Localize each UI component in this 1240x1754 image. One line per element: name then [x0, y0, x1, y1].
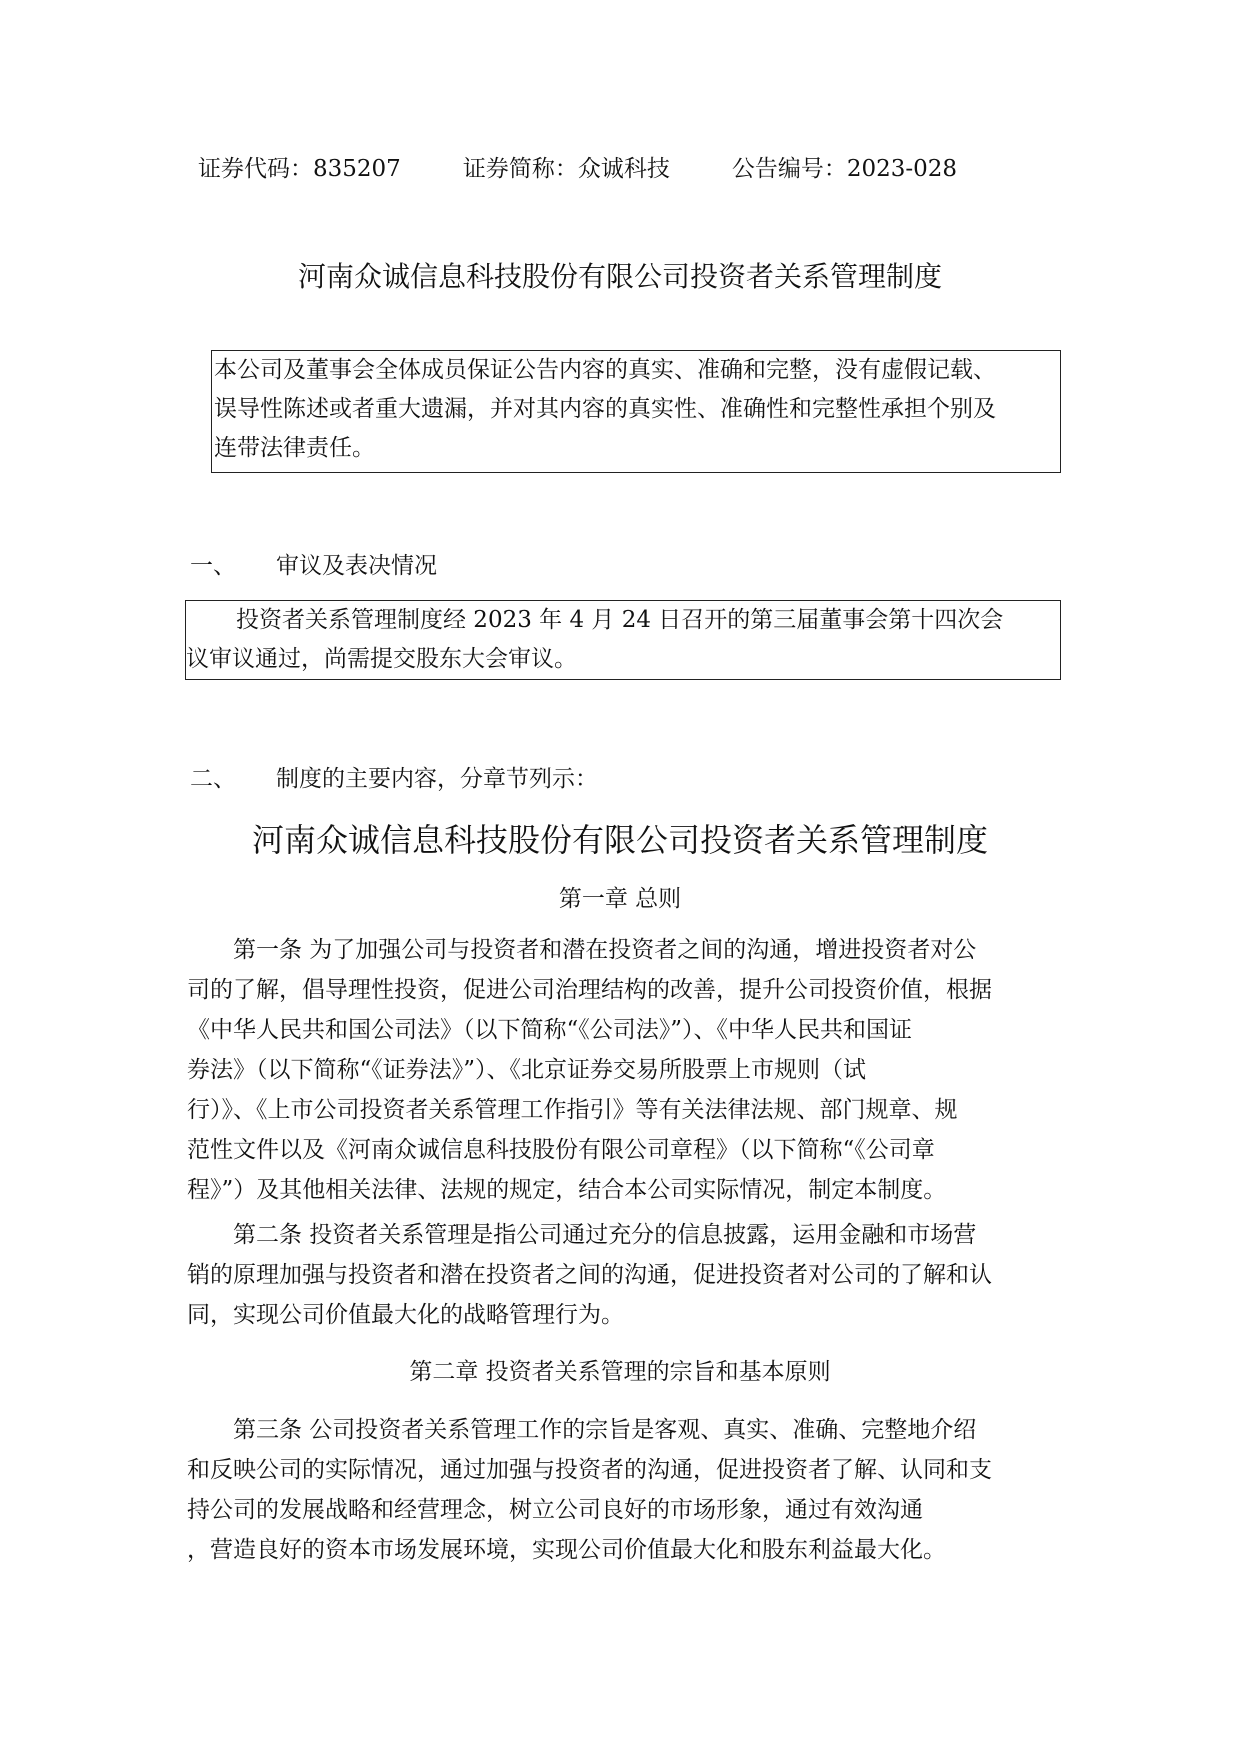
disclaimer-line: 误导性陈述或者重大遗漏，并对其内容的真实性、准确性和完整性承担个别及 — [214, 396, 996, 422]
article-1-line: 司的了解，倡导理性投资，促进公司治理结构的改善，提升公司投资价值，根据 — [187, 977, 992, 1003]
review-line: 议审议通过，尚需提交股东大会审议。 — [186, 646, 577, 672]
review-line: 投资者关系管理制度经 2023 年 4 月 24 日召开的第三届董事会第十四次会 — [236, 607, 1004, 633]
article-3-line: ，营造良好的资本市场发展环境，实现公司价值最大化和股东利益最大化。 — [187, 1537, 946, 1563]
article-2-line: 第二条 投资者关系管理是指公司通过充分的信息披露，运用金融和市场营 — [187, 1222, 977, 1248]
section-1-heading — [190, 547, 437, 580]
article-3-line: 持公司的发展战略和经营理念，树立公司良好的市场形象，通过有效沟通 — [187, 1497, 923, 1523]
security-code: 证券代码：835207 — [198, 156, 401, 182]
article-2-line: 销的原理加强与投资者和潜在投资者之间的沟通，促进投资者对公司的了解和认 — [187, 1262, 992, 1288]
chapter-2-heading: 第二章 投资者关系管理的宗旨和基本原则 — [409, 1359, 831, 1385]
article-1-line: 范性文件以及《河南众诚信息科技股份有限公司章程》（以下简称“《公司章 — [187, 1137, 935, 1163]
article-1-line: 《中华人民共和国公司法》（以下简称“《公司法》”）、《中华人民共和国证 — [187, 1017, 913, 1043]
review-result-box — [185, 600, 1061, 680]
section-number: 一、 — [190, 553, 236, 579]
security-short-name: 证券简称：众诚科技 — [462, 156, 670, 182]
chapter-1-heading: 第一章 总则 — [558, 886, 682, 912]
disclaimer-line: 连带法律责任。 — [214, 435, 375, 461]
notice-number: 公告编号：2023-028 — [731, 156, 958, 182]
disclaimer-line: 本公司及董事会全体成员保证公告内容的真实、准确和完整，没有虚假记载、 — [214, 357, 996, 383]
article-1-line: 程》”）及其他相关法律、法规的规定，结合本公司实际情况，制定本制度。 — [187, 1177, 947, 1203]
security-info-line — [198, 150, 957, 183]
section-title: 审议及表决情况 — [276, 553, 437, 579]
article-1-line: 第一条 为了加强公司与投资者和潜在投资者之间的沟通，增进投资者对公 — [187, 937, 977, 963]
document-title: 河南众诚信息科技股份有限公司投资者关系管理制度 — [297, 260, 942, 293]
article-3-line: 第三条 公司投资者关系管理工作的宗旨是客观、真实、准确、完整地介绍 — [187, 1417, 977, 1443]
article-1-line: 券法》（以下简称“《证券法》”）、《北京证券交易所股票上市规则（试 — [187, 1057, 867, 1083]
article-1-line: 行）》、《上市公司投资者关系管理工作指引》等有关法律法规、部门规章、规 — [187, 1097, 958, 1123]
article-3-line: 和反映公司的实际情况，通过加强与投资者的沟通，促进投资者了解、认同和支 — [187, 1457, 992, 1483]
section-number: 二、 — [190, 766, 236, 792]
section-title: 制度的主要内容，分章节列示： — [276, 766, 598, 792]
regulation-title: 河南众诚信息科技股份有限公司投资者关系管理制度 — [251, 821, 988, 859]
disclaimer-box — [211, 350, 1061, 473]
article-2-line: 同，实现公司价值最大化的战略管理行为。 — [187, 1302, 624, 1328]
section-2-heading — [190, 760, 598, 793]
